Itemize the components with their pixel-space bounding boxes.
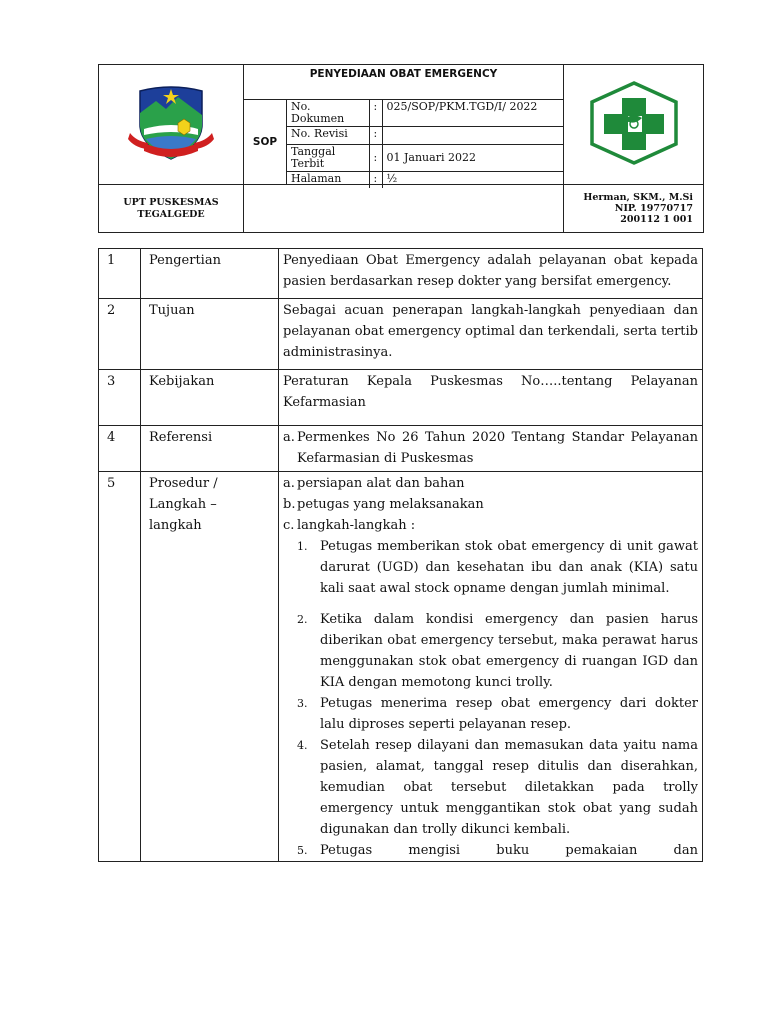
list-marker: 1.: [297, 540, 308, 553]
reference-list: [283, 427, 698, 469]
list-marker: 4.: [297, 739, 308, 752]
row-label: Kebijakan: [141, 370, 279, 426]
field-label: Tanggal Terbit: [287, 145, 369, 172]
list-item: [283, 536, 698, 599]
field-value: [382, 127, 563, 145]
signer-nip-1: NIP. 19770717: [614, 203, 693, 214]
procedure-steps-list: [283, 536, 698, 861]
field-row: [287, 172, 563, 188]
row-label: Prosedur / Langkah – langkah: [141, 472, 279, 862]
list-item: [283, 427, 698, 469]
list-text: langkah-langkah :: [297, 518, 416, 533]
row-number: 4: [99, 426, 141, 472]
table-row: [99, 426, 703, 472]
procedure-alpha-list: [283, 473, 698, 536]
list-text: Petugas mengisi buku pemakaian dan: [320, 843, 698, 858]
list-text: Permenkes No 26 Tahun 2020 Tentang Standar Pelayanan Kefarmasian di Puskesmas: [297, 430, 698, 466]
list-marker: b.: [283, 497, 296, 512]
field-sep: :: [369, 100, 382, 127]
list-text: petugas yang melaksanakan: [297, 497, 484, 512]
list-item: [283, 735, 698, 840]
row-content: Peraturan Kepala Puskesmas No…..tentang Pelayanan Kefarmasian: [279, 370, 703, 426]
field-label: No. Dokumen: [287, 100, 369, 127]
list-item: [283, 494, 698, 515]
logo-cell: [99, 65, 244, 185]
list-item: [283, 840, 698, 861]
table-row: [99, 472, 703, 862]
organization-name: [99, 185, 244, 233]
row-number: 3: [99, 370, 141, 426]
procedure-table: [98, 248, 703, 862]
org-line-1: UPT PUSKESMAS: [123, 196, 219, 208]
row-label: Tujuan: [141, 299, 279, 370]
row-content: [279, 426, 703, 472]
field-row: [287, 100, 563, 127]
list-marker: 2.: [297, 613, 308, 626]
list-item: [283, 609, 698, 693]
header-table: [98, 64, 704, 233]
signer-nip-2: 200112 1 001: [620, 214, 693, 225]
list-item: [283, 515, 698, 536]
list-text: persiapan alat dan bahan: [297, 476, 465, 491]
field-row: [287, 145, 563, 172]
list-marker: 5.: [297, 844, 308, 857]
row-number: 2: [99, 299, 141, 370]
row-number: 1: [99, 249, 141, 299]
doc-fields: [287, 100, 563, 188]
signer-name: Herman, SKM., M.Si: [583, 192, 693, 203]
document-title: PENYEDIAAN OBAT EMERGENCY: [244, 65, 563, 100]
signatory: [564, 185, 704, 233]
list-marker: 3.: [297, 697, 308, 710]
row-content: Penyediaan Obat Emergency adalah pelayanan obat kepada pasien berdasarkan resep dokter yang bersifat emergency.: [279, 249, 703, 299]
sop-label: SOP: [244, 100, 287, 184]
table-row: [99, 249, 703, 299]
doc-info-cell: [244, 65, 564, 185]
field-sep: :: [369, 127, 382, 145]
list-text: Petugas menerima resep obat emergency dari dokter lalu diproses seperti pelayanan resep.: [320, 696, 698, 732]
field-sep: :: [369, 145, 382, 172]
list-text: Setelah resep dilayani dan memasukan data yaitu nama pasien, alamat, tanggal resep ditulis dan diserahkan, kemudian obat tersebut diletakkan pada trolly emergency untuk menggantikan stok obat yang sudah digunakan dan trolly dikunci kembali.: [320, 738, 698, 837]
list-item: [283, 473, 698, 494]
list-item: [283, 693, 698, 735]
list-marker: c.: [283, 518, 295, 533]
list-marker: a.: [283, 476, 295, 491]
regency-logo-icon: [126, 83, 216, 163]
blank-cell: [244, 185, 564, 233]
health-logo-cell: [564, 65, 704, 185]
table-row: [99, 299, 703, 370]
puskesmas-logo-icon: [584, 80, 684, 166]
table-row: [99, 370, 703, 426]
list-marker: a.: [283, 430, 295, 445]
row-label: Referensi: [141, 426, 279, 472]
field-label: Halaman: [287, 172, 369, 188]
row-content: [279, 472, 703, 862]
org-line-2: TEGALGEDE: [137, 208, 205, 220]
field-sep: :: [369, 172, 382, 188]
row-content: Sebagai acuan penerapan langkah-langkah penyediaan dan pelayanan obat emergency optimal dan terkendali, serta tertib administrasinya.: [279, 299, 703, 370]
list-text: Ketika dalam kondisi emergency dan pasien harus diberikan obat emergency tersebut, maka perawat harus menggunakan stok obat emergency di ruangan IGD dan KIA dengan memotong kunci trolly.: [320, 612, 698, 690]
row-label: Pengertian: [141, 249, 279, 299]
field-value: 01 Januari 2022: [382, 145, 563, 172]
field-row: [287, 127, 563, 145]
list-text: Petugas memberikan stok obat emergency di unit gawat darurat (UGD) dan kesehatan ibu dan anak (KIA) satu kali saat awal stock opname dengan jumlah minimal.: [320, 539, 698, 596]
field-label: No. Revisi: [287, 127, 369, 145]
row-number: 5: [99, 472, 141, 862]
field-value: ½: [382, 172, 563, 188]
field-value: 025/SOP/PKM.TGD/I/ 2022: [382, 100, 563, 127]
